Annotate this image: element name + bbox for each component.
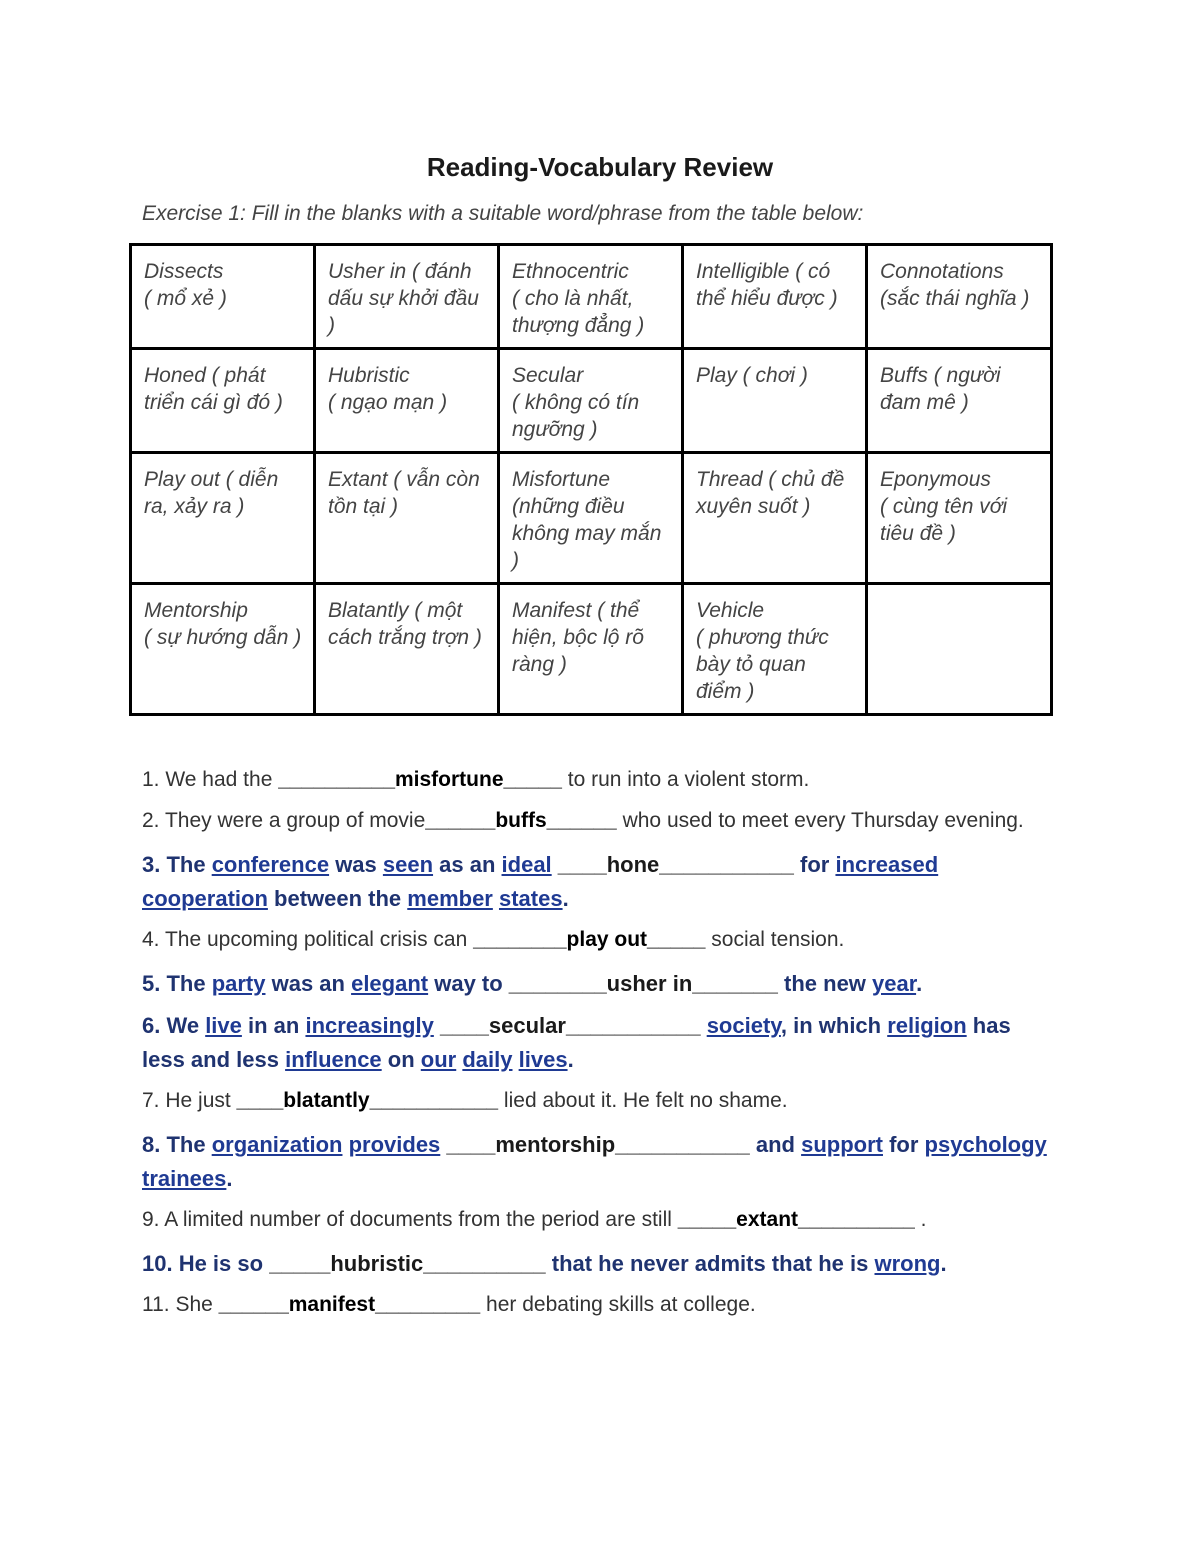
sentence-text: 3. The [142,852,212,877]
sentence-3 [142,848,1052,916]
word-link[interactable]: year [872,971,917,996]
word-link[interactable]: psychology [924,1132,1047,1157]
table-cell: Vehicle ( phương thức bày tỏ quan điểm ) [683,584,867,715]
word-link[interactable]: increasingly [305,1013,434,1038]
word-link[interactable]: trainees [142,1166,227,1191]
sentence-text: to run into a violent storm. [561,768,810,791]
sentence-7 [142,1085,1052,1116]
sentence-text: has less and less [142,1013,1011,1072]
table-cell: Eponymous ( cùng tên với tiêu đề ) [867,453,1052,584]
answer-blank: ____hone___________ [557,852,794,877]
sentence-8 [142,1128,1052,1196]
answer-blank: __________misfortune_____ [278,768,562,791]
table-cell: Usher in ( đánh dấu sự khởi đầu ) [315,245,499,349]
table-row [131,349,1052,453]
word-link[interactable]: lives [518,1047,568,1072]
table-cell: Manifest ( thể hiện, bộc lộ rõ ràng ) [499,584,683,715]
answer-blank: ________play out_____ [473,928,706,951]
sentence-text: 7. He just [142,1089,237,1112]
sentence-text: for [793,852,836,877]
sentence-text: 1. We had the [142,768,279,791]
word-link[interactable]: organization [211,1132,343,1157]
word-link[interactable]: live [205,1013,242,1038]
sentence-text: . [914,1208,927,1231]
word-link[interactable]: influence [285,1047,382,1072]
table-cell: Extant ( vẫn còn tồn tại ) [315,453,499,584]
word-link[interactable]: society [706,1013,781,1038]
sentence-text: 4. The upcoming political crisis can [142,928,474,951]
word-link[interactable]: provides [348,1132,441,1157]
sentence-text: for [882,1132,925,1157]
table-row [131,245,1052,349]
answer-blank: ______buffs______ [425,809,617,832]
sentence-1 [142,764,1052,795]
table-cell: Hubristic ( ngạo mạn ) [315,349,499,453]
answer-blank: ____secular___________ [439,1013,701,1038]
table-row [131,584,1052,715]
sentence-text: way to [428,971,509,996]
answer-blank: ________usher in_______ [508,971,778,996]
sentence-text: lied about it. He felt no shame. [498,1089,788,1112]
sentence-text: . [916,971,923,996]
table-cell: Ethnocentric ( cho là nhất, thượng đẳng ) [499,245,683,349]
table-cell: Play ( chơi ) [683,349,867,453]
sentence-text: that he never admits that he is [545,1251,875,1276]
answer-blank: _____hubristic__________ [269,1251,546,1276]
word-link[interactable]: our [420,1047,457,1072]
sentence-text: 5. The [142,971,212,996]
table-cell: Connotations (sắc thái nghĩa ) [867,245,1052,349]
word-link[interactable]: wrong [874,1251,941,1276]
exercise-sentences [142,764,1052,1320]
sentence-text: 2. They were a group of movie [142,809,426,832]
sentence-text: and [749,1132,802,1157]
sentence-text: 9. A limited number of documents from the period are still [142,1208,678,1231]
word-link[interactable]: religion [887,1013,967,1038]
answer-blank: ____mentorship___________ [446,1132,750,1157]
sentence-text: 8. The [142,1132,212,1157]
sentence-text: on [381,1047,421,1072]
sentence-text: 10. He is so [142,1251,270,1276]
table-cell: Play out ( diễn ra, xảy ra ) [131,453,315,584]
sentence-10 [142,1247,1052,1281]
sentence-text: social tension. [705,928,845,951]
word-link[interactable]: elegant [351,971,429,996]
table-row [131,453,1052,584]
exercise-instruction: Exercise 1: Fill in the blanks with a suitable word/phrase from the table below: [142,202,864,225]
table-cell-empty [867,584,1052,715]
answer-blank: ______manifest_________ [218,1293,481,1316]
sentence-text: . [940,1251,947,1276]
sentence-text: . [567,1047,574,1072]
sentence-6 [142,1009,1052,1077]
sentence-text: 6. We [142,1013,206,1038]
table-cell: Blatantly ( một cách trắng trợn ) [315,584,499,715]
word-link[interactable]: ideal [501,852,552,877]
sentence-text: as an [433,852,502,877]
word-link[interactable]: cooperation [142,886,268,911]
answer-blank: ____blatantly___________ [236,1089,499,1112]
word-link[interactable]: daily [462,1047,513,1072]
sentence-text: between the [267,886,408,911]
table-cell: Secular ( không có tín ngưỡng ) [499,349,683,453]
word-link[interactable]: conference [211,852,330,877]
word-link[interactable]: seen [382,852,434,877]
sentence-9 [142,1204,1052,1235]
table-cell: Intelligible ( có thể hiểu được ) [683,245,867,349]
word-link[interactable]: support [801,1132,883,1157]
word-link[interactable]: member [407,886,493,911]
table-cell: Dissects ( mổ xẻ ) [131,245,315,349]
answer-blank: _____extant__________ [677,1208,915,1231]
sentence-text: her debating skills at college. [480,1293,756,1316]
word-link[interactable]: states [498,886,563,911]
table-cell: Mentorship ( sự hướng dẫn ) [131,584,315,715]
sentence-4 [142,924,1052,955]
vocabulary-table [129,243,1053,716]
word-link[interactable]: party [211,971,266,996]
table-cell: Buffs ( người đam mê ) [867,349,1052,453]
sentence-text: who used to meet every Thursday evening. [616,809,1024,832]
sentence-text: . [562,886,569,911]
word-link[interactable]: increased [835,852,939,877]
sentence-5 [142,967,1052,1001]
table-cell: Misfortune (những điều không may mắn ) [499,453,683,584]
sentence-text: was an [265,971,352,996]
page-title: Reading-Vocabulary Review [426,152,774,182]
sentence-text: the new [777,971,873,996]
sentence-text: , in which [780,1013,888,1038]
sentence-2 [142,805,1052,836]
sentence-11 [142,1289,1052,1320]
sentence-text: in an [241,1013,306,1038]
sentence-text: . [226,1166,233,1191]
table-cell: Honed ( phát triển cái gì đó ) [131,349,315,453]
sentence-text: was [329,852,383,877]
table-cell: Thread ( chủ đề xuyên suốt ) [683,453,867,584]
sentence-text: 11. She [142,1293,219,1316]
